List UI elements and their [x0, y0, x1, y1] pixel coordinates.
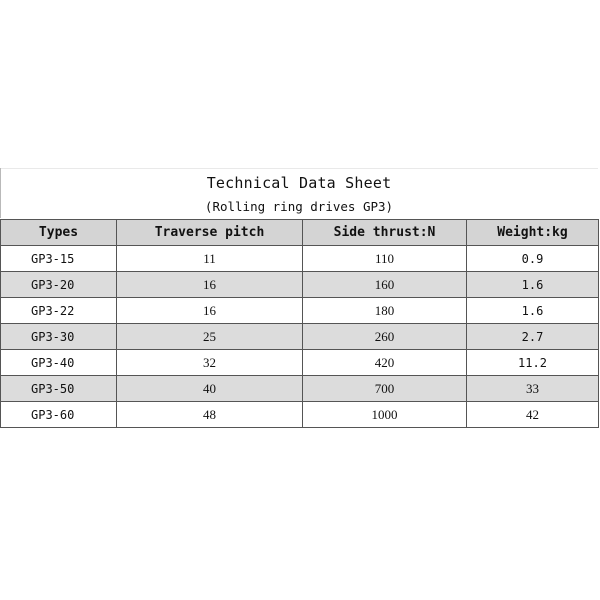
sheet-title: Technical Data Sheet [206, 174, 392, 192]
header-weight: Weight:kg [467, 220, 599, 246]
header-types: Types [1, 220, 117, 246]
cell-traverse-pitch: 40 [117, 376, 303, 402]
cell-traverse-pitch: 25 [117, 324, 303, 350]
cell-weight: 42 [467, 402, 599, 428]
cell-weight: 2.7 [467, 324, 599, 350]
cell-traverse-pitch: 16 [117, 272, 303, 298]
cell-weight: 0.9 [467, 246, 599, 272]
cell-weight: 11.2 [467, 350, 599, 376]
cell-side-thrust: 160 [303, 272, 467, 298]
header-traverse-pitch: Traverse pitch [117, 220, 303, 246]
sheet-subtitle: (Rolling ring drives GP3) [204, 199, 394, 214]
cell-type: GP3-50 [1, 376, 117, 402]
table-row [1, 376, 599, 402]
cell-traverse-pitch: 48 [117, 402, 303, 428]
header-side-thrust: Side thrust:N [303, 220, 467, 246]
table-row [1, 246, 599, 272]
table-row [1, 402, 599, 428]
cell-type: GP3-60 [1, 402, 117, 428]
cell-weight: 1.6 [467, 272, 599, 298]
cell-type: GP3-20 [1, 272, 117, 298]
data-sheet [0, 168, 598, 428]
cell-side-thrust: 260 [303, 324, 467, 350]
cell-side-thrust: 110 [303, 246, 467, 272]
cell-side-thrust: 180 [303, 298, 467, 324]
cell-side-thrust: 700 [303, 376, 467, 402]
cell-type: GP3-30 [1, 324, 117, 350]
table-row [1, 324, 599, 350]
table-row [1, 350, 599, 376]
cell-type: GP3-15 [1, 246, 117, 272]
specs-table [0, 219, 599, 428]
cell-weight: 1.6 [467, 298, 599, 324]
table-row [1, 272, 599, 298]
cell-weight: 33 [467, 376, 599, 402]
cell-type: GP3-40 [1, 350, 117, 376]
cell-traverse-pitch: 11 [117, 246, 303, 272]
cell-side-thrust: 1000 [303, 402, 467, 428]
cell-traverse-pitch: 16 [117, 298, 303, 324]
header-row [1, 220, 599, 246]
cell-side-thrust: 420 [303, 350, 467, 376]
cell-traverse-pitch: 32 [117, 350, 303, 376]
cell-type: GP3-22 [1, 298, 117, 324]
table-row [1, 298, 599, 324]
